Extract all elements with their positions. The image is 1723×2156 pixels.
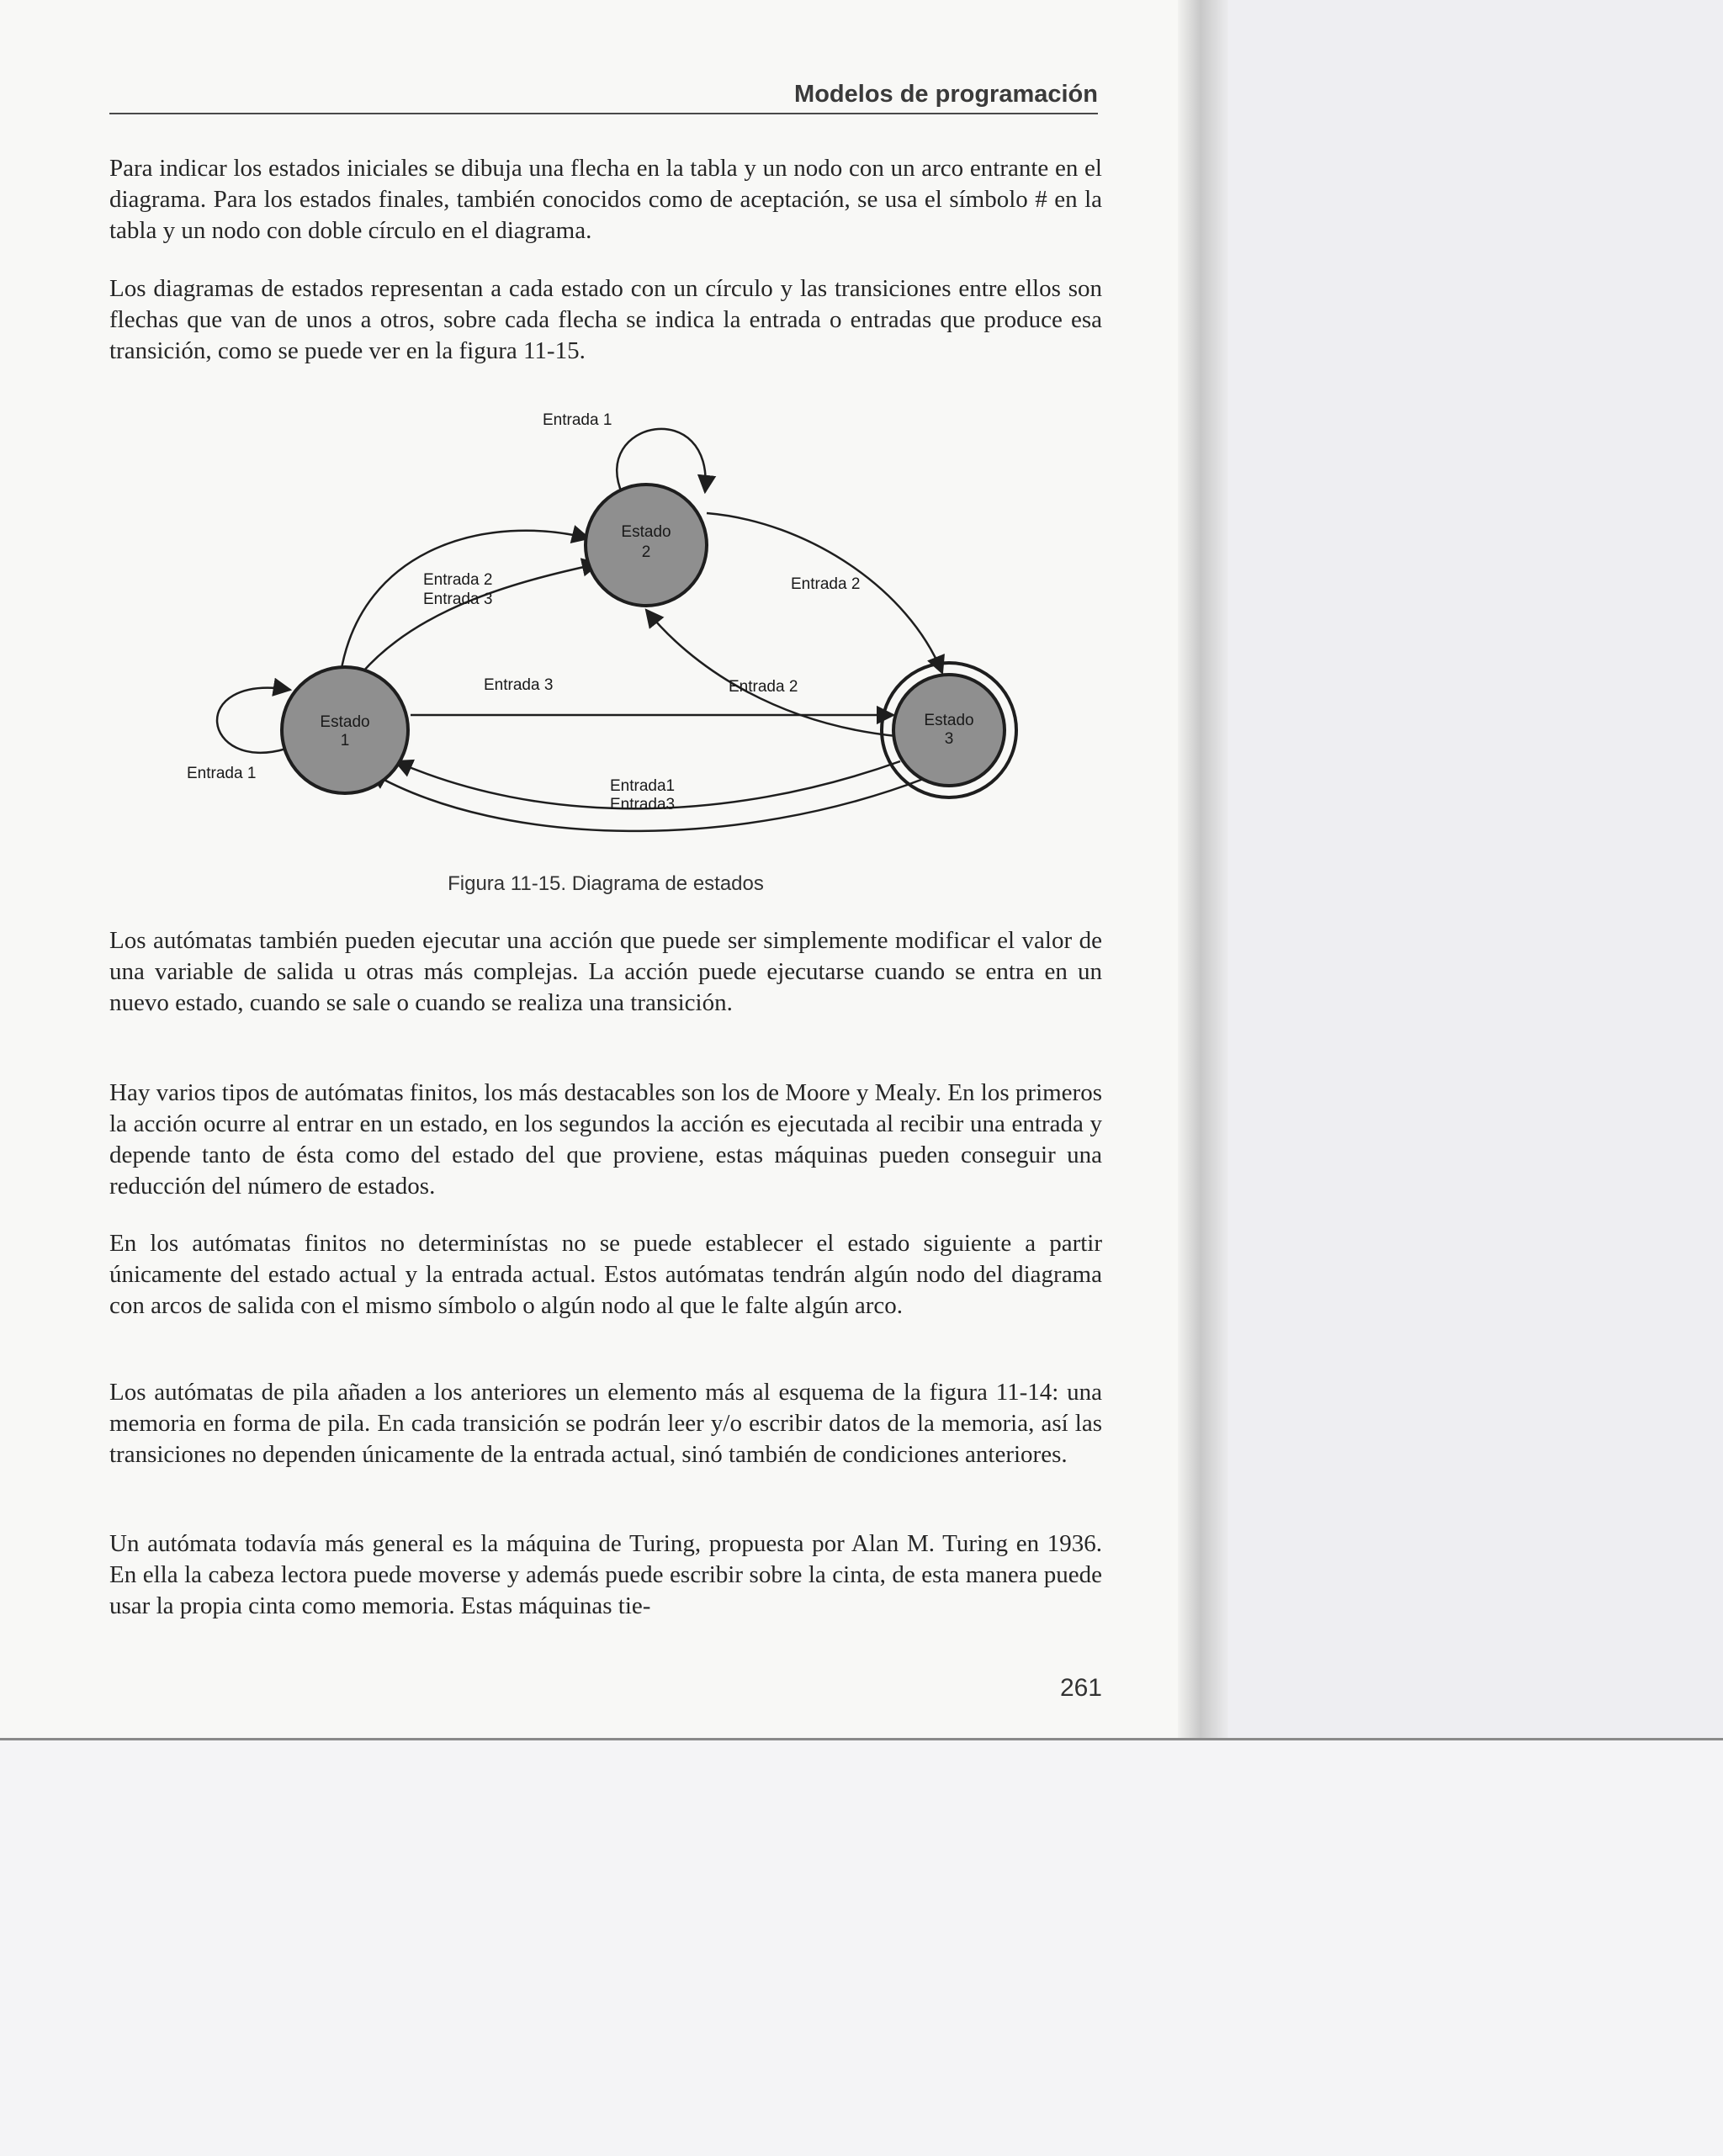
- paragraph-1: Para indicar los estados iniciales se dibuja una flecha en la tabla y un nodo con un arco entrante en el diagrama. Para los estados finales, también conocidos como de aceptación, se usa el símbolo # en la tabla y un nodo con doble círculo en el diagrama.: [109, 155, 1102, 244]
- paragraph-3: Los autómatas también pueden ejecutar una acción que puede ser simplemente modificar el valor de una variable de salida u otras más complejas. La acción puede ejecutarse cuando se entra en un nuevo estado, cuando se sale o cuando se realiza una transición.: [109, 927, 1102, 1016]
- state-diagram-figure: [160, 395, 1060, 934]
- state-1-number: 1: [340, 732, 350, 750]
- page-edge-shadow: [1178, 0, 1228, 1741]
- scan-background-bottom: [0, 1738, 1723, 2156]
- running-head: Modelos de programación: [794, 81, 1098, 108]
- label-s1-to-s2-a: Entrada 2: [423, 571, 493, 589]
- page-number: 261: [1059, 1674, 1102, 1702]
- label-s2-to-s3: Entrada 2: [791, 575, 861, 593]
- state-3-label: Estado: [924, 712, 974, 729]
- state-1-label: Estado: [320, 713, 370, 731]
- paragraph-2: Los diagramas de estados representan a cada estado con un círculo y las transiciones entre ellos son flechas que van de unos a otros, sobre cada flecha se indica la entrada o entradas que produce esa transición, como se puede ver en la figura 11-15.: [109, 275, 1102, 364]
- state-2-number: 2: [641, 543, 651, 561]
- paragraph-4: Hay varios tipos de autómatas finitos, los más destacables son los de Moore y Mealy. En los primeros la acción ocurre al entrar en un estado, en los segundos la acción es ejecutada al recibir una entrada y depende tanto de ésta como del estado del que proviene, estas máquinas pueden conseguir una reducción del número de estados.: [109, 1079, 1102, 1200]
- label-s2-self-loop: Entrada 1: [543, 411, 612, 429]
- paragraph-7: Un autómata todavía más general es la máquina de Turing, propuesta por Alan M. Turing en 1936. En ella la cabeza lectora puede moverse y además puede escribir sobre la cinta, de esta manera puede usar la propia cinta como memoria. Estas máquinas tie-: [109, 1530, 1102, 1619]
- label-s1-to-s3: Entrada 3: [484, 676, 554, 694]
- arrow-s2-to-s3: [707, 513, 942, 673]
- label-s1-to-s2-b: Entrada 3: [423, 591, 493, 608]
- figure-caption: Figura 11-15. Diagrama de estados: [448, 872, 764, 895]
- state-3-number: 3: [944, 730, 954, 748]
- state-diagram: [160, 395, 1060, 934]
- paragraph-5: En los autómatas finitos no determinístas no se puede establecer el estado siguiente a partir únicamente del estado actual y la entrada actual. Estos autómatas tendrán algún nodo del diagrama con arcos de salida con el mismo símbolo o algún nodo al que le falte algún arco.: [109, 1230, 1102, 1319]
- arrow-s3-to-s2: [646, 610, 896, 736]
- label-s3-to-s1-a: Entrada1: [610, 777, 676, 795]
- label-s3-to-s2: Entrada 2: [729, 678, 798, 696]
- label-s3-to-s1-b: Entrada3: [610, 796, 676, 813]
- label-s1-self-loop: Entrada 1: [187, 765, 257, 782]
- arrow-s1-self-loop: [217, 688, 290, 753]
- paragraph-6: Los autómatas de pila añaden a los anteriores un elemento más al esquema de la figura 11-14: una memoria en forma de pila. En cada transición se podrán leer y/o escribir datos de la memoria, así las transiciones no dependen únicamente de la entrada actual, sinó también de condiciones anteriores.: [109, 1379, 1102, 1468]
- scan-background-right: [1228, 0, 1723, 1741]
- header-rule: [109, 113, 1098, 114]
- state-2-label: Estado: [621, 523, 671, 541]
